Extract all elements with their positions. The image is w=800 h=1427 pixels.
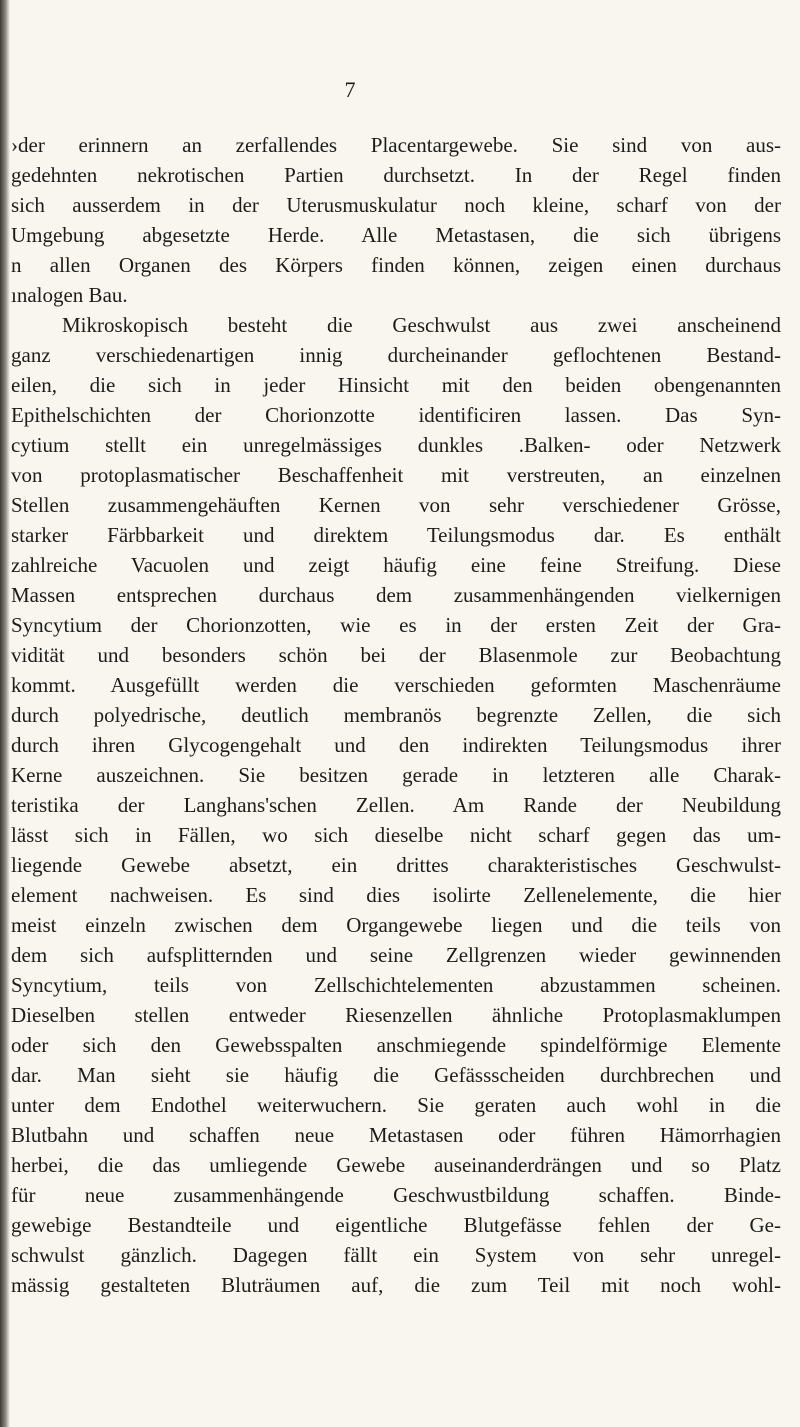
text-line: mässig gestalteten Bluträumen auf, die zum Teil mit noch wohl- <box>11 1273 781 1297</box>
text-line: oder sich den Gewebsspalten anschmiegende spindelförmige Elemente <box>11 1033 781 1057</box>
text-line: sich ausserdem in der Uterusmuskulatur noch kleine, scharf von der <box>11 193 781 217</box>
text-line: herbei, die das umliegende Gewebe auseinanderdrängen und so Platz <box>11 1153 781 1177</box>
text-line: Syncytium der Chorionzotten, wie es in der ersten Zeit der Gra- <box>11 613 781 637</box>
text-line: Stellen zusammengehäuften Kernen von sehr verschiedener Grösse, <box>11 493 781 517</box>
text-line: schwulst gänzlich. Dagegen fällt ein System von sehr unregel- <box>11 1243 781 1267</box>
text-line: cytium stellt ein unregelmässiges dunkles .Balken- oder Netzwerk <box>11 433 781 457</box>
text-line: Mikroskopisch besteht die Geschwulst aus zwei anscheinend <box>62 313 781 337</box>
text-line: Syncytium, teils von Zellschichtelementen abzustammen scheinen. <box>11 973 781 997</box>
text-line: dem sich aufsplitternden und seine Zellgrenzen wieder gewinnenden <box>11 943 781 967</box>
text-line: meist einzeln zwischen dem Organgewebe liegen und die teils von <box>11 913 781 937</box>
text-line: zahlreiche Vacuolen und zeigt häufig eine feine Streifung. Diese <box>11 553 781 577</box>
text-line: von protoplasmatischer Beschaffenheit mit verstreuten, an einzelnen <box>11 463 781 487</box>
body-text <box>11 130 781 1300</box>
text-line: lässt sich in Fällen, wo sich dieselbe nicht scharf gegen das um- <box>11 823 781 847</box>
text-line: teristika der Langhans'schen Zellen. Am Rande der Neubildung <box>11 793 781 817</box>
text-line: unter dem Endothel weiterwuchern. Sie geraten auch wohl in die <box>11 1093 781 1117</box>
text-line: durch polyedrische, deutlich membranös begrenzte Zellen, die sich <box>11 703 781 727</box>
text-line: gewebige Bestandteile und eigentliche Blutgefässe fehlen der Ge- <box>11 1213 781 1237</box>
text-line: für neue zusammenhängende Geschwustbildung schaffen. Binde- <box>11 1183 781 1207</box>
text-line: vidität und besonders schön bei der Blasenmole zur Beobachtung <box>11 643 781 667</box>
text-line: Massen entsprechen durchaus dem zusammenhängenden vielkernigen <box>11 583 781 607</box>
text-line: n allen Organen des Körpers finden können, zeigen einen durchaus <box>11 253 781 277</box>
text-line: eilen, die sich in jeder Hinsicht mit den beiden obengenannten <box>11 373 781 397</box>
text-line: Blutbahn und schaffen neue Metastasen oder führen Hämorrhagien <box>11 1123 781 1147</box>
text-line: ›der erinnern an zerfallendes Placentargewebe. Sie sind von aus- <box>11 133 781 157</box>
text-line: gedehnten nekrotischen Partien durchsetzt. In der Regel finden <box>11 163 781 187</box>
text-line: starker Färbbarkeit und direktem Teilungsmodus dar. Es enthält <box>11 523 781 547</box>
text-line: Umgebung abgesetzte Herde. Alle Metastasen, die sich übrigens <box>11 223 781 247</box>
text-line: Epithelschichten der Chorionzotte identificiren lassen. Das Syn- <box>11 403 781 427</box>
page-binding-edge <box>0 0 10 1427</box>
text-line: ınalogen Bau. <box>11 283 128 307</box>
paragraph-2 <box>11 310 781 1300</box>
text-line: ganz verschiedenartigen innig durcheinander geflochtenen Bestand- <box>11 343 781 367</box>
text-line: Dieselben stellen entweder Riesenzellen ähnliche Protoplasmaklumpen <box>11 1003 781 1027</box>
text-line: Kerne auszeichnen. Sie besitzen gerade in letzteren alle Charak- <box>11 763 781 787</box>
text-line: liegende Gewebe absetzt, ein drittes charakteristisches Geschwulst- <box>11 853 781 877</box>
text-line: durch ihren Glycogengehalt und den indirekten Teilungsmodus ihrer <box>11 733 781 757</box>
page-number: 7 <box>344 77 356 102</box>
text-line: dar. Man sieht sie häufig die Gefässscheiden durchbrechen und <box>11 1063 781 1087</box>
text-line: element nachweisen. Es sind dies isolirte Zellenelemente, die hier <box>11 883 781 907</box>
paragraph-1 <box>11 130 781 310</box>
text-line: kommt. Ausgefüllt werden die verschieden geformten Maschenräume <box>11 673 781 697</box>
